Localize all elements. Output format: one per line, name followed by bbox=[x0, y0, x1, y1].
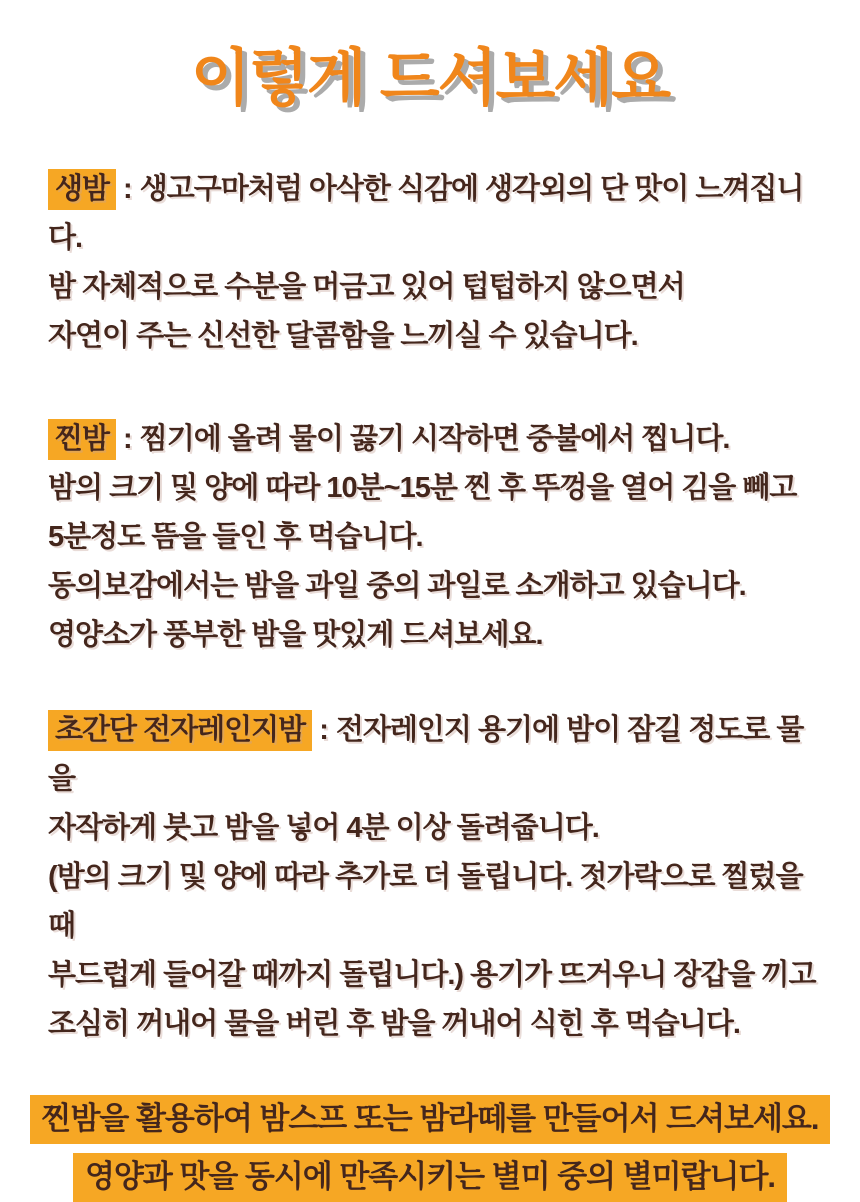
section-text-line: 영양소가 풍부한 밤을 맛있게 드셔보세요. bbox=[48, 619, 543, 652]
colon-separator: : bbox=[123, 173, 132, 206]
section-steamed-chestnut bbox=[48, 415, 824, 660]
section-text-line: 동의보감에서는 밤을 과일 중의 과일로 소개하고 있습니다. bbox=[48, 570, 746, 603]
section-text-line: 조심히 꺼내어 물을 버린 후 밤을 꺼내어 식힌 후 먹습니다. bbox=[48, 1008, 740, 1041]
footer-line bbox=[0, 1153, 860, 1202]
footer-highlight: 영양과 맛을 동시에 만족시키는 별미 중의 별미랍니다. bbox=[73, 1153, 787, 1202]
section-label-highlight: 초간단 전자레인지밤 bbox=[48, 710, 312, 751]
section-text-line: 5분정도 뜸을 들인 후 먹습니다. bbox=[48, 521, 423, 554]
section-text-line: 부드럽게 들어갈 때까지 돌립니다.) 용기가 뜨거우니 장갑을 끼고 bbox=[48, 959, 816, 992]
section-text: 전자레인지 용기에 밤이 잠길 정도로 물을 bbox=[48, 714, 804, 796]
page-title: 이렇게 드셔보세요 bbox=[190, 44, 670, 113]
section-raw-chestnut bbox=[48, 165, 824, 361]
section-label-highlight: 찐밤 bbox=[48, 419, 116, 460]
section-text-line: 자작하게 붓고 밤을 넣어 4분 이상 돌려줍니다. bbox=[48, 812, 599, 845]
colon-separator: : bbox=[123, 423, 132, 456]
colon-separator: : bbox=[319, 714, 328, 747]
section-first-line bbox=[48, 706, 824, 804]
section-label-highlight: 생밤 bbox=[48, 169, 116, 210]
section-microwave-chestnut bbox=[48, 706, 824, 1049]
section-first-line bbox=[48, 415, 824, 464]
section-text: 생고구마처럼 아삭한 식감에 생각외의 단 맛이 느껴집니다. bbox=[48, 173, 804, 255]
chestnut-serving-guide-page bbox=[0, 44, 860, 1195]
footer-line bbox=[0, 1095, 860, 1144]
section-text-line: 밤 자체적으로 수분을 머금고 있어 텁텁하지 않으면서 bbox=[48, 271, 685, 304]
footer-callout bbox=[0, 1095, 860, 1201]
section-text-line: (밤의 크기 및 양에 따라 추가로 더 돌립니다. 젓가락으로 찔렀을 때 bbox=[48, 861, 803, 943]
section-text-line: 밤의 크기 및 양에 따라 10분~15분 찐 후 뚜껑을 열어 김을 빼고 bbox=[48, 472, 797, 505]
section-text: 찜기에 올려 물이 끓기 시작하면 중불에서 찝니다. bbox=[139, 423, 730, 456]
footer-highlight: 찐밤을 활용하여 밤스프 또는 밤라떼를 만들어서 드셔보세요. bbox=[30, 1095, 831, 1144]
section-first-line bbox=[48, 165, 824, 263]
section-text-line: 자연이 주는 신선한 달콤함을 느끼실 수 있습니다. bbox=[48, 320, 638, 353]
